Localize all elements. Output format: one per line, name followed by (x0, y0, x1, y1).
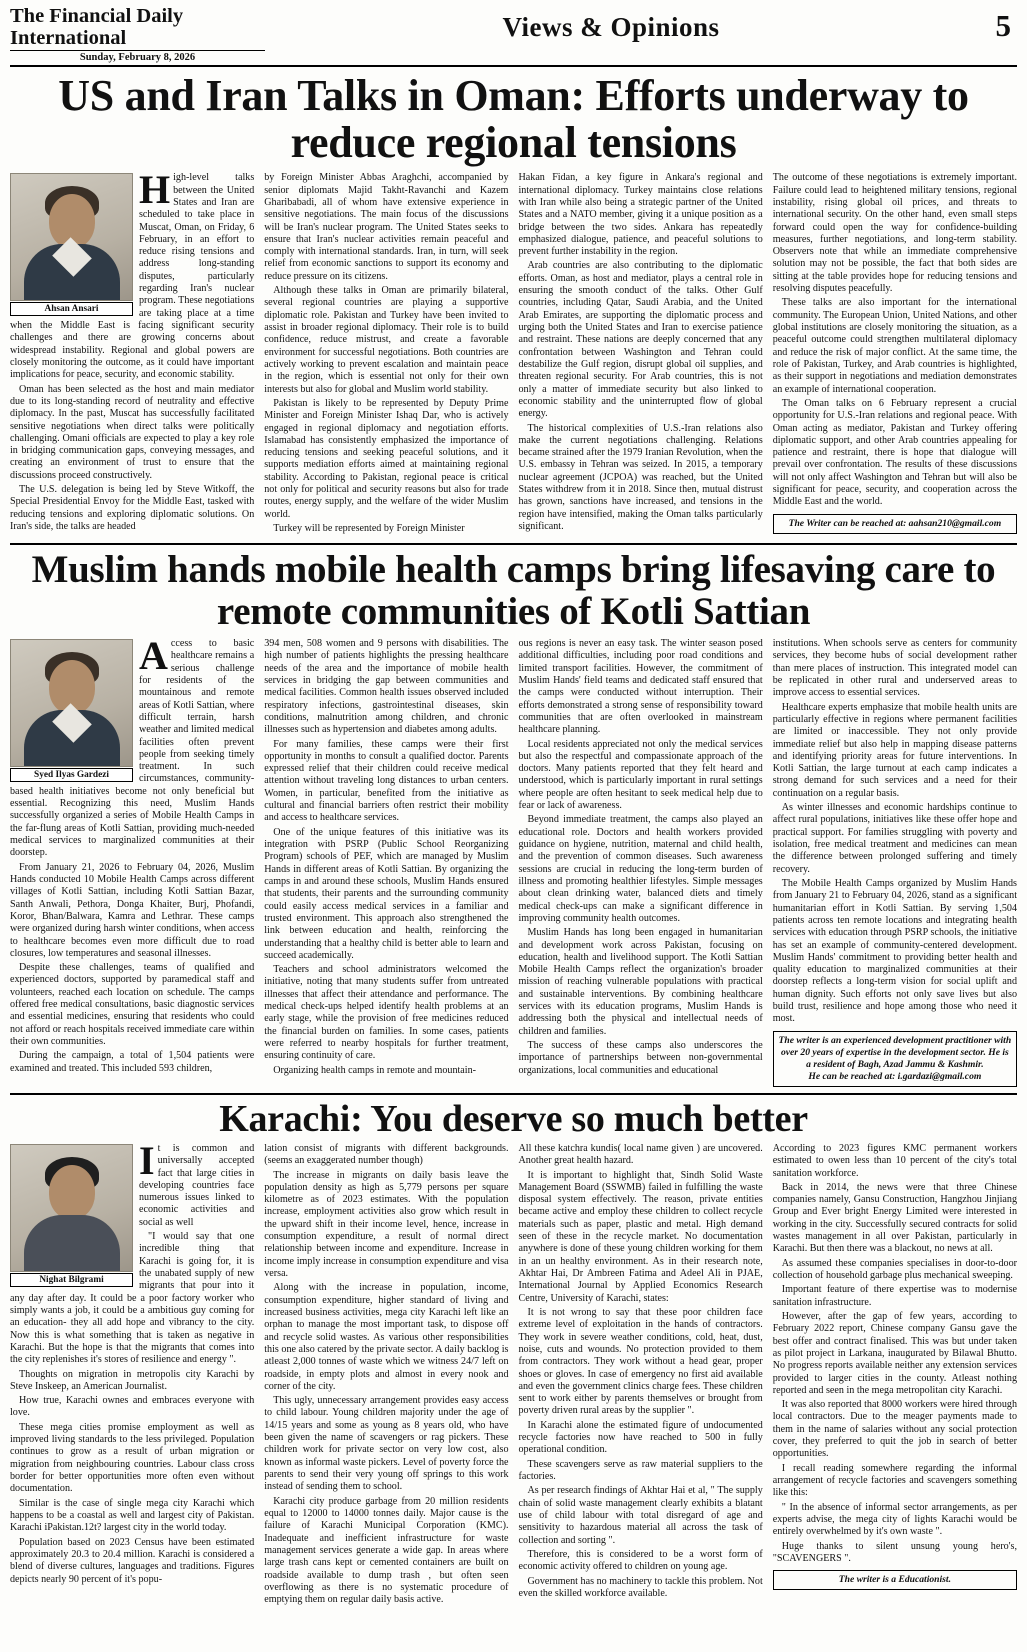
paragraph: Therefore, this is considered to be a worst form of economic activity offered to children on young age. (518, 1548, 763, 1573)
paragraph: As winter illnesses and economic hardships continue to affect rural populations, initiatives like these offer hope and practical support. For families struggling with poverty and isolation, free medical treatment and medicines can mean the difference between prolonged suffering and timely recovery. (772, 802, 1017, 875)
paragraph: The Oman talks on 6 February represent a crucial opportunity for U.S.-Iran relations and regional peace. With Oman acting as mediator, Pakistan and Turkey offering diplomatic support, and other Arab countries appealing for patience and restraint, there is hope that dialogue will prevail over confrontation. The results of these discussions will not only affect Washington and Tehran but will also be significant for peace, security, and cooperation across the Middle East and the world. (772, 397, 1017, 508)
section-divider (10, 1093, 1017, 1095)
paragraph: 394 men, 508 women and 9 persons with disabilities. The high number of patients highlights the pressing healthcare needs of the area and the importance of mobile health services in bridging the gap between communities and medical facilities. Common health issues observed included respiratory infections, gastrointestinal diseases, skin conditions, malnutrition among children, and chronic illnesses such as hypertension and diabetes among adults. (264, 638, 509, 736)
paragraph: Arab countries are also contributing to the diplomatic efforts. Oman, as host and mediator, plays a central role in ensuring the smooth conduct of the talks. Other Gulf countries, including Qatar, Saudi Arabia, and the United Arab Emirates, are supporting the diplomatic process and urging both the United States and Iran to exercise patience and restraint. These nations are deeply concerned that any confrontation between Washington and Tehran could destabilize the Gulf region, disrupt global oil supplies, and threaten regional security. For Arab countries, this is not only a matter of immediate security but also linked to economic stability and the uninterrupted flow of global energy. (518, 260, 763, 420)
paragraph: However, after the gap of few years, according to February 2022 report, Chinese company Gansu gave the best offer and contract finalised. This was but under taken as pilot project in Larkana, inaugurated by Bilawal Bhutto. No progress reports available neither any extension services provided to larger cities in the county. Atleast nothing reported and seen in the mega metropolitan city Karachi. (772, 1310, 1017, 1396)
article2-contact-line-2: He can be reached at: i.gardazi@gmail.com (808, 1070, 982, 1082)
paragraph: All these katchra kundis( local name given ) are uncovered. Another great health hazard. (518, 1142, 763, 1167)
article1-column-1 (10, 167, 255, 537)
paragraph: Karachi city produce garbage from 20 million residents equal to 12000 to 14000 tonnes daily. Major cause is the failure of Karachi Municipal Corporation (KMC). Inadequate and inefficient infrastructure for waste management services generate a wide gap. In areas where large trash cans kept or cemented containers are built on roadside available to dump trash , but often seen overflowing as there is no systematic procedure of emptying them on regular daily basis active. (264, 1495, 509, 1606)
author-portrait (10, 1144, 133, 1272)
article3-contact-box: The writer is a Educationist. (773, 1570, 1017, 1590)
author-portrait (10, 639, 133, 767)
paragraph: It is important to highlight that, Sindh Solid Waste Management Board (SSWMB) failed in fulfilling the waste disposal system effectively. The reason, private entities became active and employ these children to collect recycle materials such as paper, plastic and metal. High demand seen of these in the recycle market. No documentation anywhere is done of these young children working for them in an un healthy environment. As in their research note, Akhtar Hai, Dr Ambreen Fatima and Adeel Ali in PJAE, International Journal by Applied Economics Research Centre, University of Karachi, states: (518, 1169, 763, 1304)
article1-contact-box: The Writer can be reached at: aahsan210@gmail.com (773, 514, 1017, 534)
paragraph: Along with the increase in population, income, consumption expenditure, higher standard of living and increased business activities, mega city Karachi left like an orphan to manage the most important task, to dispose off and recycle solid wastes. As various other responsibilities this one also catered by the private sector. A daily backlog is atleast 2,000 tonnes of waste which we witness 24/7 left on roadside, in empty plots and almost in every nook and corner of the city. (264, 1282, 509, 1392)
paragraph: by Foreign Minister Abbas Araghchi, accompanied by senior diplomats Majid Takht-Ravanchi and Kazem Gharibabadi, all of whom have extensive experience in sensitive negotiations. The main focus of the discussions will be Iran's nuclear program. The United States seeks to ensure that Iran's nuclear activities remain peaceful and comply with international standards. Iran, in turn, will seek relief from economic sanctions to support its economy and reduce pressure on its citizens. (264, 172, 509, 282)
paragraph: Important feature of there expertise was to modernise sanitation infrastructure. (772, 1284, 1017, 1308)
article3-column-2 (264, 1143, 508, 1609)
article3-column-3 (519, 1143, 763, 1609)
paragraph: It is common and universally accepted fact that large cities in developing countries face numerous issues linked to economic activities and social as well (139, 1137, 255, 1228)
article3-column-4 (773, 1143, 1017, 1609)
paragraph: According to 2023 figures KMC permanent workers estimated to owen less than 10 percent of the city's total sanitation workforce. (772, 1142, 1017, 1179)
paragraph: The increase in migrants on daily basis leave the population density as high as 5,779 persons per square kilometre as of 2023 estimates. With the population increase, employment activities also grow which result in the upward shift in their income level, hence, increase in consumption expenditure, a result of normal direct relationship between income and expenditure. Increase in income imply increase in consumption expenditure and visa versa. (264, 1169, 509, 1280)
paragraph: The historical complexities of U.S.-Iran relations also make the current negotiations challenging. Relations became strained after the 1979 Iranian Revolution, when the U.S. embassy in Tehran was seized. In 2015, a temporary nuclear agreement (JCPOA) was reached, but the United States withdrew from it in 2018. Since then, mutual distrust has grown, sanctions have increased, and tensions in the region have intensified, making the Oman talks particularly significant. (518, 422, 763, 533)
paragraph: "I would say that one incredible thing that Karachi is going for, it is the unabated supply of new migrants that pour into it any day after day. It could be a poor factory worker who simply wants a job, it could be a ambitious guy coming for an education- they all add hope and vibrancy to the city. Now this is what something that is taken as negative in Karachi. But the hope is that the migrants that comes into the city replenishes it's stores of resilience and energy ". (10, 1231, 255, 1366)
article2-column-1 (10, 633, 255, 1087)
paragraph: ous regions is never an easy task. The winter season posed additional difficulties, including poor road conditions and limited transport facilities. However, the commitment of Muslim Hands' field teams and dedicated staff ensured that the camps were conducted without interruption. Their efforts demonstrated a strong sense of responsibility toward communities that are often overlooked in mainstream healthcare planning. (518, 638, 763, 736)
article1-author-name: Ahsan Ansari (10, 302, 133, 316)
article2-column-2 (264, 638, 508, 1087)
paragraph: The Mobile Health Camps organized by Muslim Hands from January 21 to February 04, 2026, stand as a significant humanitarian effort in Kotli Sattian. By serving 1,504 patients across ten remote locations and integrating health services with education through PSRP schools, the initiative has set an example of community-centered development. Muslim Hands' commitment to providing better health and quality education to marginalized communities at their doorstep reflects a long-term vision for social uplift and human dignity. Such efforts not only save lives but also build trust, resilience and hope among those who need it most. (772, 877, 1017, 1025)
paragraph: I recall reading somewhere regarding the informal arrangement of recycle factories and scavengers something like this: (772, 1462, 1017, 1499)
paragraph: Access to basic healthcare remains a serious challenge for residents of the mountainous and remote areas of Kotli Sattian, where difficult terrain, harsh weather and limited medical facilities often prevent people from seeking timely treatment. In such circumstances, community-based health initiatives become not only beneficial but essential. Recognizing this need, Muslim Hands successfully organized a series of Mobile Health Camps in the far-flung areas of Kotli Sattian, providing much-needed medical services to marginalized communities at their doorstep. (10, 633, 255, 859)
article2-column-3 (519, 638, 763, 1087)
paragraph: It was also reported that 8000 workers were hired through local contractors. Due to the meager payments made to them in the name of salaries without any social protection cover, they preferred to quit the job in search of better opportunities. (772, 1399, 1017, 1460)
paragraph: It is not wrong to say that these poor children face extreme level of exploitation in the hands of contractors. They work in severe weather conditions, cold, heat, dust, noise, cuts and wounds. No protection provided to them from contractors. They work without a head gear, proper shoes or gloves. In case of emergency no first aid available and even the government clinics charge fees. These children sent to work either by parents themselves or brought from poverty driven rural areas by the supplier ". (518, 1306, 763, 1417)
paragraph: From January 21, 2026 to February 04, 2026, Muslim Hands conducted 10 Mobile Health Camps across different villages of Kotli Sattian, including Kotli Sattian Bazar, Santh Anwali, Pethora, Donga Khaiter, Burj, Phofandi, Koror, Bhan/Balwara, Kamra and Lethrar. These camps were organized during harsh winter conditions, when access to healthcare becomes even more difficult due to road closures, low temperatures and seasonal illnesses. (10, 861, 255, 959)
paragraph: Turkey will be represented by Foreign Minister (273, 523, 465, 535)
paragraph: Beyond immediate treatment, the camps also played an educational role. Doctors and health workers provided guidance on hygiene, nutrition, maternal and child health, and the prevention of common diseases. Such awareness sessions are crucial in reducing the long-term burden of illness and promoting healthier lifestyles. Simple messages about clean drinking water, balanced diets and timely medical check-ups can make a significant difference in improving community health outcomes. (518, 814, 763, 924)
article2-column-4 (773, 638, 1017, 1087)
article3-body (10, 1137, 1017, 1609)
dropcap: I (139, 1137, 155, 1183)
paragraph: Although these talks in Oman are primarily bilateral, several regional countries are playing a supportive diplomatic role. Pakistan and Turkey have been invited to assist in broader regional diplomacy. Their role is to build confidence, reduce mistrust, and create a favorable environment for successful negotiations. Both countries are actively working to prevent escalation and maintain peace in the region, which is essential not only for their own interests but also for global and Muslim world stability. (264, 285, 509, 395)
article1-column-2 (264, 172, 508, 537)
paragraph: institutions. When schools serve as centers for community services, they become hubs of social development rather than mere places of instruction. This integrated model can be replicated in other rural and underserved areas to improve access to essential services. (772, 638, 1017, 699)
paragraph: Despite these challenges, teams of qualified and experienced doctors, supported by paramedical staff and volunteers, reached each location on schedule. The camps offered free medical consultations, basic diagnostic services and essential medicines, ensuring that residents who could not afford or reach hospitals received immediate care within their own communities. (10, 962, 255, 1047)
paragraph: Oman has been selected as the host and main mediator due to its long-standing record of neutrality and effective diplomacy. In the past, Muscat has successfully facilitated sensitive negotiations when direct talks were politically challenging. Omani officials are expected to play a key role in bridging communication gaps, conveying messages, and creating an environment of trust to ensure that the discussions proceed constructively. (10, 383, 255, 481)
paragraph: Teachers and school administrators welcomed the initiative, noting that many students suffer from untreated illnesses that affect their attendance and performance. The medical check-ups helped identify health problems at an early stage, while the provision of free medicines reduced the financial burden on families. In some cases, patients were referred to nearby hospitals for further treatment, ensuring continuity of care. (264, 964, 509, 1062)
section-title-wrap (265, 6, 957, 43)
article3-column-1 (10, 1137, 255, 1609)
paragraph: Government has no machinery to tackle this problem. Not even the skilled workforce available. (518, 1575, 763, 1599)
article3-author-name: Nighat Bilgrami (10, 1273, 133, 1287)
paragraph: As per research findings of Akhtar Hai et al, " The supply chain of solid waste management clearly exhibits a blatant use of child labour with total disregard of age and sensitivity to hazardous material all across the task of collection and sorting ". (518, 1485, 763, 1546)
dropcap: A (139, 633, 168, 678)
article1-headline: US and Iran Talks in Oman: Efforts underway to reduce regional tensions (58, 71, 969, 167)
paragraph: As assumed these companies specialises in door-to-door collection of household garbage plus mechanical sweeping. (772, 1257, 1017, 1282)
dropcap: H (139, 167, 171, 213)
publication-title: The Financial Daily International (10, 6, 265, 51)
paragraph: lation consist of migrants with different backgrounds. (seems an exaggerated number though) (264, 1142, 509, 1167)
paragraph: The success of these camps also underscores the importance of partnerships between non-governmental organizations, local communities and educational (518, 1040, 763, 1076)
author-portrait (10, 173, 133, 301)
paragraph: Thoughts on migration in metropolis city Karachi by Steve Inskeep, an American Journalist. (10, 1368, 255, 1392)
paragraph: These mega cities promise employment as well as improved living standards to the less privileged. Population continues to grow as a result of urban migration or migration from neighbouring countries. Labour class cross border for better opportunities more often even without documentation. (10, 1421, 255, 1495)
paragraph: " In the absence of informal sector arrangements, as per experts advise, the mega city of lights Karachi would be entirely overwhelmed by it's own waste ". (772, 1501, 1017, 1538)
article3-author-photo-box (10, 1144, 133, 1287)
masthead (10, 6, 1017, 67)
paragraph: The outcome of these negotiations is extremely important. Failure could lead to heightened military tensions, regional instability, rising global oil prices, and threats to international security. On the other hand, even small steps forward could open the way for confidence-building measures, further negotiations, and long-term stability. Observers note that while an immediate comprehensive solution may not be possible, the fact that both sides are sitting at the table provides hope for reducing tensions and resolving disputes peacefully. (772, 172, 1017, 295)
article2-contact-box (773, 1031, 1017, 1087)
paragraph: One of the unique features of this initiative was its integration with PSRP (Public School Reorganizing Program) schools of PEF, which are managed by Muslim Hands in different areas of Kotli Sattian. By organizing the camps in and around these schools, Muslim Hands ensured that students, their parents and the surrounding community could easily access medical services in a familiar and trusted environment. This approach also strengthened the link between education and health, reinforcing the understanding that a healthy child is better able to learn and succeed academically. (264, 826, 509, 961)
article2-headline: Muslim hands mobile health camps bring lifesaving care to remote communities of Kotli Sattian (31, 548, 996, 633)
paragraph: Local residents appreciated not only the medical services but also the respectful and compassionate approach of the doctors. Many patients reported that they felt heard and understood, which is particularly important in rural settings where people are often hesitant to seek medical help due to fear or lack of awareness. (518, 738, 763, 812)
publication-date: Sunday, February 8, 2026 (79, 52, 196, 64)
paragraph: These scavengers serve as raw material suppliers to the factories. (518, 1458, 763, 1483)
paragraph: During the campaign, a total of 1,504 patients were examined and treated. This included 593 children, (10, 1050, 255, 1074)
paragraph: In Karachi alone the estimated figure of undocumented recycle factories now have reached to 500 in fully operational condition. (518, 1419, 763, 1456)
article1-body (10, 167, 1017, 537)
masthead-left (10, 6, 265, 63)
section-divider (10, 543, 1017, 545)
paragraph: Similar is the case of single mega city Karachi which happens to be a coastal as well and largest city of Pakistan. Karachi iPakistan.12t? largest city in the world today. (10, 1497, 255, 1534)
paragraph: Pakistan is likely to be represented by Deputy Prime Minister and Foreign Minister Ishaq Dar, who is actively engaged in regional diplomacy and negotiation efforts. Islamabad has consistently emphasized the importance of reducing tensions and seeking peaceful solutions, and it supports mediation efforts aimed at maintaining regional stability. According to Pakistan, regional peace is critical not only for political and security reasons but also for trade routes, energy supply, and the welfare of the wider Muslim world. (264, 397, 509, 520)
article1-column-3 (519, 172, 763, 537)
page-number: 5 (995, 8, 1011, 43)
article1-author-photo-box (10, 173, 133, 316)
article2-author-name: Syed Ilyas Gardezi (10, 768, 133, 782)
paragraph: Hakan Fidan, a key figure in Ankara's regional and international diplomacy. Turkey maintains close relations with Iran while also being a strategic partner of the United States and a NATO member, giving it a unique position as a bridge between the two sides. Ankara has repeatedly emphasized dialogue, patience, and peaceful solutions to prevent further instability in the region. (518, 172, 763, 258)
section-title: Views & Opinions (502, 12, 720, 42)
paragraph: For many families, these camps were their first opportunity in months to consult a qualified doctor. Parents expressed relief that their children could receive medical attention without traveling long distances to urban centers. Women, in particular, benefited from the initiative as cultural and financial barriers often restrict their mobility and access to healthcare services. (264, 738, 509, 824)
paragraph: High-level talks between the United States and Iran are scheduled to take place in Muscat, Oman, on Friday, 6 February, in an effort to reduce rising tensions and address long-standing disputes, particularly regarding Iran's nuclear program. These negotiations are taking place at a time when the Middle East is facing significant security challenges and there are growing concerns about widespread instability. Regional and global powers are closely monitoring the outcome, as it could have important implications for peace, security, and economic stability. (10, 167, 255, 381)
paragraph: How true, Karachi ownes and embraces everyone with love. (10, 1395, 255, 1419)
paragraph: These talks are also important for the international community. The European Union, United Nations, and other global institutions are closely monitoring the situation, as a peaceful outcome could strengthen multilateral diplomacy and reduce the risk of major conflict. At the same time, the role of Pakistan, Turkey, and Arab countries is highlighted, as their support in negotiations and mediation demonstrates an example of international cooperation. (772, 297, 1017, 395)
paragraph: Muslim Hands has long been engaged in humanitarian and development work across Pakistan, focusing on education, health and livelihood support. The Kotli Sattian Mobile Health Camps reflect the organization's broader mission of reaching vulnerable populations with practical and sustainable interventions. By combining healthcare services with its education programs, Muslim Hands is addressing both the physical and intellectual needs of children and families. (518, 927, 763, 1037)
paragraph: Huge thanks to silent unsung young hero's, "SCAVENGERS ". (772, 1540, 1017, 1564)
article2-body (10, 633, 1017, 1087)
article3-headline: Karachi: You deserve so much better (219, 1097, 808, 1140)
article2-contact-line-1: The writer is an experienced development practitioner with over 20 years of expertise in the development sector. He is a resident of Bagh, Azad Jammu & Kashmir. (778, 1034, 1012, 1070)
paragraph: This ugly, unnecessary arrangement provides easy access to child labour. Young children majority under the age of 14/15 years and some as young as 8 years old, who have been given the name of scavengers or rag pickers. These children work for private sector on very low cost, also known as informal waste pickers. Level of poverty force the parents to send their very young off springs to this work instead of sending them to school. (264, 1395, 509, 1493)
paragraph: Organizing health camps in remote and mountain- (273, 1064, 477, 1076)
paragraph: Population based on 2023 Census have been estimated approximately 20.3 to 20.4 million. Karachi is considered a blend of diverse cultures, languages and traditions. Figures depicts nearly 90 percent of it's popu- (10, 1536, 255, 1585)
article1-column-4 (773, 172, 1017, 537)
paragraph: Healthcare experts emphasize that mobile health units are particularly effective in regions where permanent facilities are limited or inaccessible. They not only provide immediate relief but also help in mapping disease patterns and identifying priority areas for future interventions. In Kotli Sattian, the large turnout at each camp indicates a strong demand for such services and a need for their continuation on a regular basis. (772, 701, 1017, 799)
article2-author-photo-box (10, 639, 133, 782)
paragraph: The U.S. delegation is being led by Steve Witkoff, the Special Presidential Envoy for the Middle East, tasked with reducing tensions and exploring diplomatic solutions. On Iran's side, the talks are headed (10, 484, 255, 533)
paragraph: Back in 2014, the news were that three Chinese companies namely, Gansu Construction, Hangzhou Jinjiang Group and Ever bright Energy Limited were interested in working in the city. Successfully secured contracts for solid wastes management in all over Pakistan, particularly in Karachi. But then there was a blackout, no news at all. (772, 1181, 1017, 1255)
